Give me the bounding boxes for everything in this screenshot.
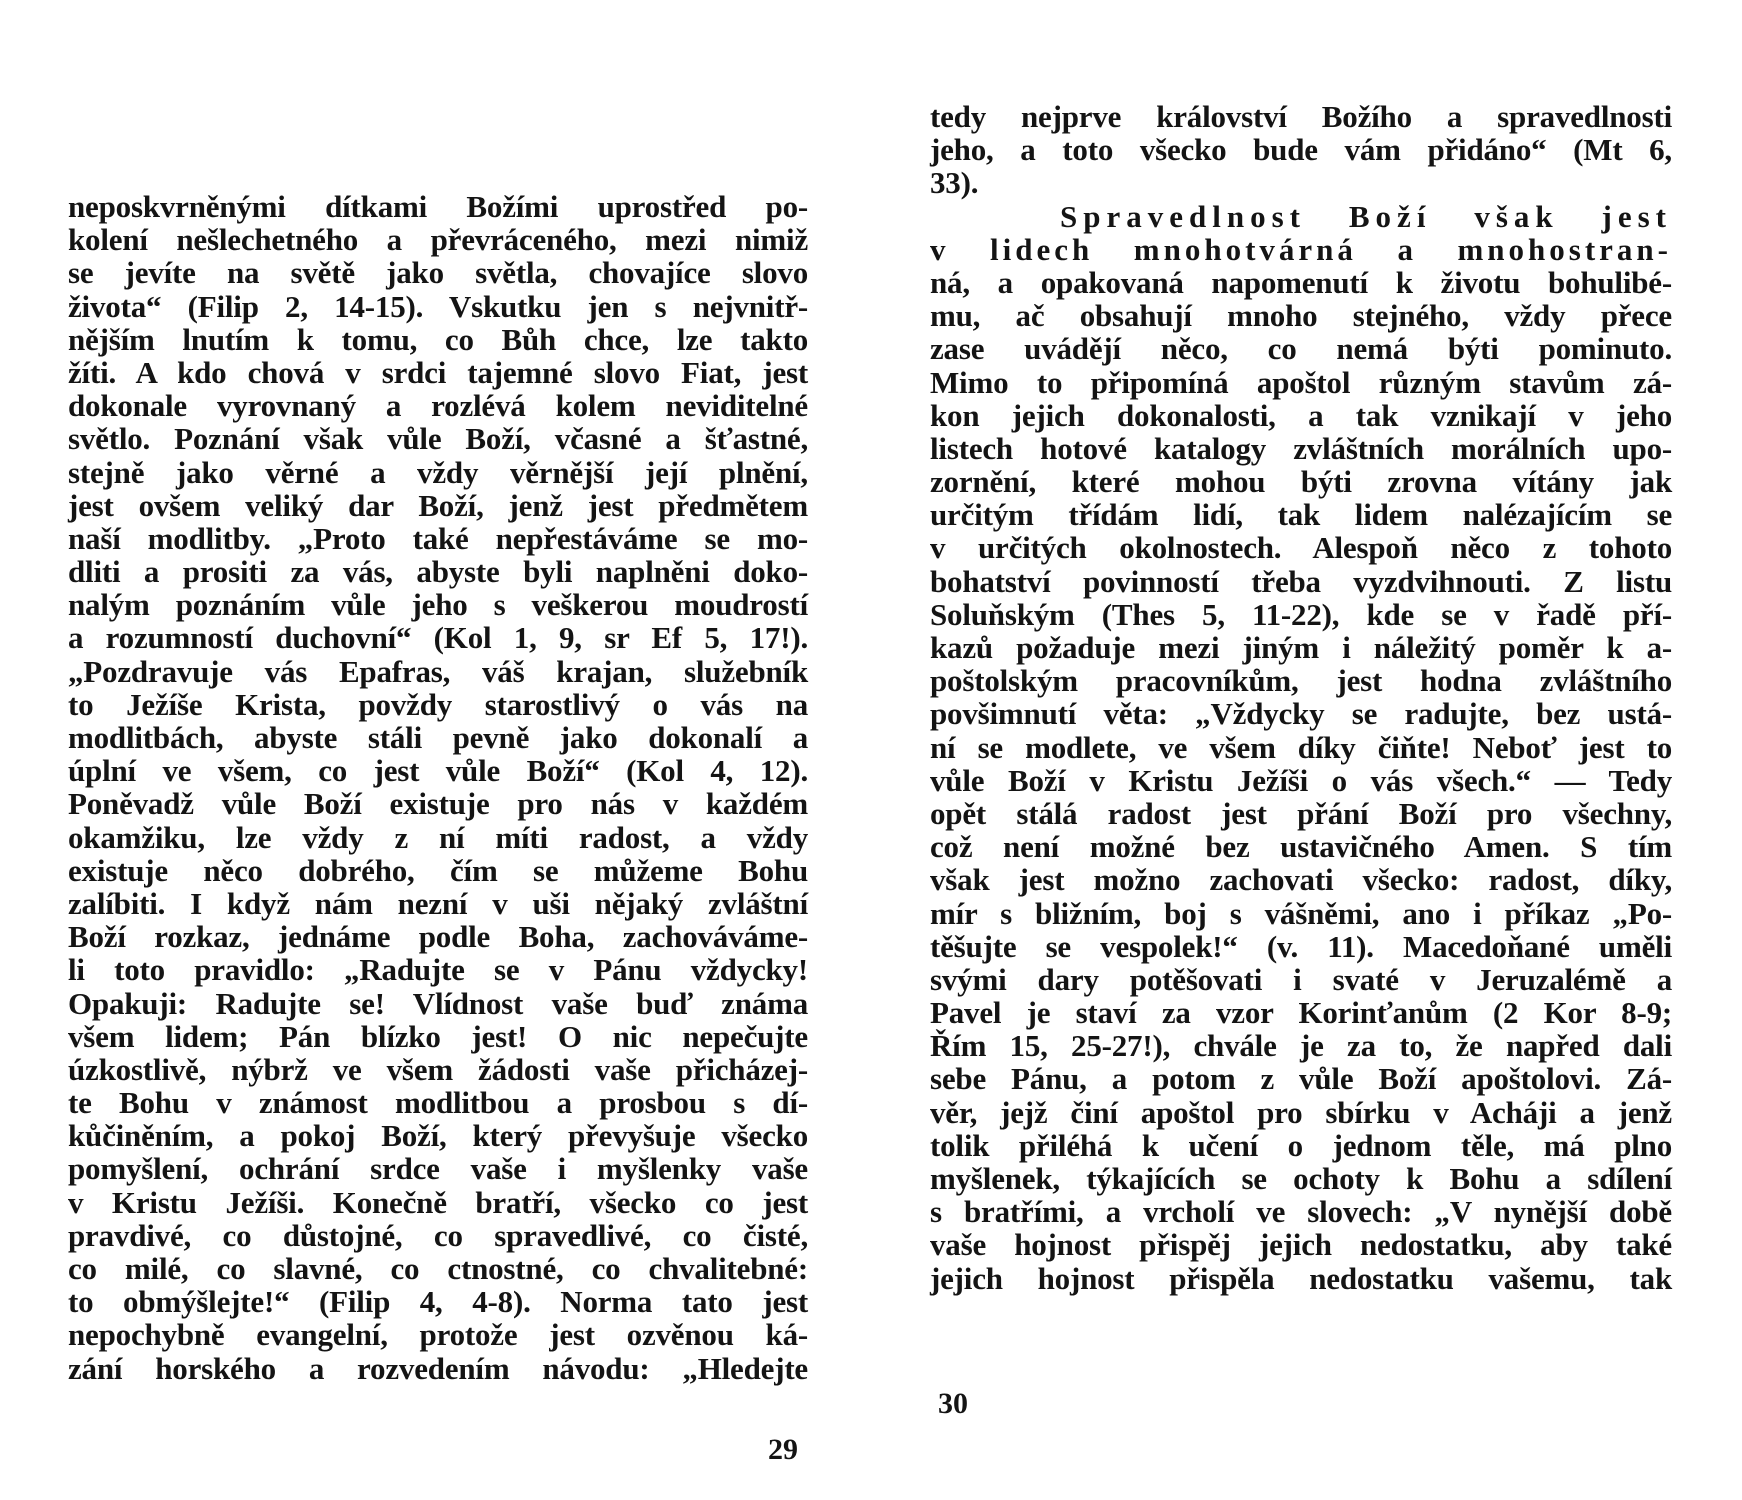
page-number: 29 xyxy=(768,1433,798,1466)
text-line: jest ovšem veliký dar Boží, jenž jest předmětem xyxy=(68,487,808,523)
text-line: okamžiku, lze vždy z ní míti radost, a vždy xyxy=(68,819,808,855)
text-line: v určitých okolnostech. Alespoň něco z tohoto xyxy=(930,530,1672,566)
text-line: ná, a opakovaná napomenutí k životu bohulibé- xyxy=(930,264,1672,300)
text-line: Řím 15, 25-27!), chvále je za to, že napřed dali xyxy=(930,1028,1672,1064)
text-line: zornění, které mohou býti zrovna vítány jak xyxy=(930,464,1672,500)
left-page-text xyxy=(68,190,808,1385)
text-line: se jevíte na světě jako světla, chovajíce slovo xyxy=(68,255,808,291)
text-line: Soluňským (Thes 5, 11-22), kde se v řadě pří- xyxy=(930,596,1672,632)
text-line: jejich hojnost přispěla nedostatku vašemu, tak xyxy=(930,1260,1672,1296)
text-line: zase uvádějí něco, co nemá býti pominuto. xyxy=(930,331,1672,367)
text-line: všem lidem; Pán blízko jest! O nic nepečujte xyxy=(68,1018,808,1054)
text-line: úzkostlivě, nýbrž ve všem žádosti vaše přicházej- xyxy=(68,1051,808,1087)
text-line: co milé, co slavné, co ctnostné, co chvalitebné: xyxy=(68,1251,808,1286)
text-line: stejně jako věrné a vždy věrnější její plnění, xyxy=(68,454,808,490)
right-page-text xyxy=(930,100,1672,1295)
text-line: však jest možno zachovati všecko: radost, díky, xyxy=(930,862,1672,898)
text-line: modlitbách, abyste stáli pevně jako dokonalí a xyxy=(68,720,808,755)
text-line: kůčiněním, a pokoj Boží, který převyšuje všecko xyxy=(68,1118,808,1154)
text-line: poštolským pracovníkům, jest hodna zvláštního xyxy=(930,663,1672,699)
text-line: dokonale vyrovnaný a rozlévá kolem neviditelné xyxy=(68,388,808,424)
text-line: existuje něco dobrého, čím se můžeme Bohu xyxy=(68,852,808,888)
text-line: těšujte se vespolek!“ (v. 11). Macedoňané uměli xyxy=(930,928,1672,964)
text-line: světlo. Poznání však vůle Boží, včasné a šťastné, xyxy=(68,421,808,457)
text-line: s bratřími, a vrcholí ve slovech: „V nynější době xyxy=(930,1194,1672,1230)
text-line: jeho, a toto všecko bude vám přidáno“ (Mt 6, xyxy=(930,132,1672,168)
text-line: v Kristu Ježíši. Konečně bratří, všecko co jest xyxy=(68,1184,808,1220)
text-line: 33). xyxy=(930,165,979,201)
text-line: žíti. A kdo chová v srdci tajemné slovo Fiat, jest xyxy=(68,354,808,390)
text-line: to Ježíše Krista, povždy starostlivý o vás na xyxy=(68,686,808,722)
text-line: to obmýšlejte!“ (Filip 4, 4-8). Norma tato jest xyxy=(68,1284,808,1320)
text-line: pravdivé, co důstojné, co spravedlivé, co čisté, xyxy=(68,1217,808,1253)
text-line: vaše hojnost přispěj jejich nedostatku, aby také xyxy=(930,1227,1672,1263)
text-line: naší modlitby. „Proto také nepřestáváme se mo- xyxy=(68,520,808,556)
text-line: dliti a prositi za vás, abyste byli naplněni doko- xyxy=(68,554,808,590)
text-line: Opakuji: Radujte se! Vlídnost vaše buď známa xyxy=(68,985,808,1021)
text-line: bohatství povinností třeba vyzdvihnouti. Z listu xyxy=(930,563,1672,599)
text-line: svými dary potěšovati i svaté v Jeruzalémě a xyxy=(930,961,1672,997)
text-line: Boží rozkaz, jednáme podle Boha, zachováváme- xyxy=(68,919,808,955)
text-line: zalíbiti. I když nám nezní v uši nějaký zvláštní xyxy=(68,885,808,921)
text-line: věr, jejž činí apoštol pro sbírku v Acháji a jenž xyxy=(930,1094,1672,1130)
text-line: Mimo to připomíná apoštol různým stavům zá- xyxy=(930,364,1672,400)
text-line: mír s bližním, boj s vášněmi, ano i příkaz „Po- xyxy=(930,895,1672,931)
text-line: opět stálá radost jest přání Boží pro všechny, xyxy=(930,795,1672,831)
text-line: nalým poznáním vůle jeho s veškerou moudrostí xyxy=(68,587,808,623)
text-line: kon jejich dokonalosti, a tak vznikají v jeho xyxy=(930,397,1672,433)
text-line: kolení nešlechetného a převráceného, mezi nimiž xyxy=(68,222,808,258)
text-line-spaced: v lidech mnohotvárná a mnohostran- xyxy=(930,231,1672,267)
text-line: tolik přiléhá k učení o jednom těle, má plno xyxy=(930,1127,1672,1163)
text-line: pomyšlení, ochrání srdce vaše i myšlenky vaše xyxy=(68,1151,808,1187)
text-line: což není možné bez ustavičného Amen. S tím xyxy=(930,829,1672,865)
text-line: tedy nejprve království Božího a spravedlnosti xyxy=(930,99,1672,134)
text-line: sebe Pánu, a potom z vůle Boží apoštolovi. Zá- xyxy=(930,1061,1672,1097)
text-line: úplní ve všem, co jest vůle Boží“ (Kol 4, 12). xyxy=(68,753,808,789)
text-line: nějším lnutím k tomu, co Bůh chce, lze takto xyxy=(68,321,808,357)
text-line: listech hotové katalogy zvláštních morálních upo- xyxy=(930,430,1672,466)
text-line: te Bohu v známost modlitbou a prosbou s dí- xyxy=(68,1085,808,1121)
text-line: zání horského a rozvedením návodu: „Hledejte xyxy=(68,1350,808,1386)
text-line: ní se modlete, ve všem díky čiňte! Neboť jest to xyxy=(930,729,1672,765)
text-line: a rozumností duchovní“ (Kol 1, 9, sr Ef 5, 17!). xyxy=(68,620,808,656)
text-line: neposkvrněnými dítkami Božími uprostřed po- xyxy=(68,189,808,224)
text-line: mu, ač obsahují mnoho stejného, vždy přece xyxy=(930,298,1672,334)
text-line: povšimnutí věta: „Vždycky se radujte, bez ustá- xyxy=(930,696,1672,732)
text-line: života“ (Filip 2, 14-15). Vskutku jen s nejvnitř- xyxy=(68,288,808,324)
text-line-spaced: Spravedlnost Boží však jest xyxy=(1060,198,1672,234)
text-line: Pavel je staví za vzor Korinťanům (2 Kor 8-9; xyxy=(930,995,1672,1031)
text-line: určitým třídám lidí, tak lidem nalézajícím se xyxy=(930,497,1672,533)
text-line: myšlenek, týkajících se ochoty k Bohu a sdílení xyxy=(930,1161,1672,1196)
text-line: li toto pravidlo: „Radujte se v Pánu vždycky! xyxy=(68,952,808,988)
text-line: nepochybně evangelní, protože jest ozvěnou ká- xyxy=(68,1317,808,1353)
text-line: „Pozdravuje vás Epafras, váš krajan, služebník xyxy=(68,653,808,689)
text-line: kazů požaduje mezi jiným i náležitý poměr k a- xyxy=(930,630,1672,665)
page-number: 30 xyxy=(938,1387,968,1420)
text-line: vůle Boží v Kristu Ježíši o vás všech.“ — Tedy xyxy=(930,762,1672,798)
text-line: Poněvadž vůle Boží existuje pro nás v každém xyxy=(68,786,808,822)
